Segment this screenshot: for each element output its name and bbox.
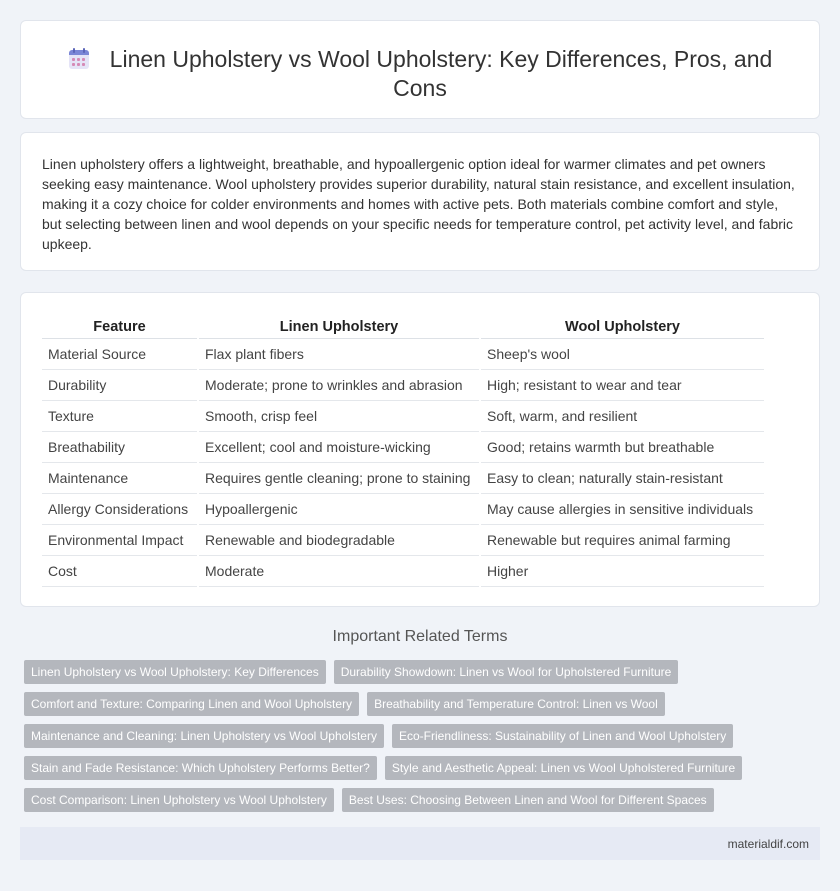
related-term-link[interactable]: Style and Aesthetic Appeal: Linen vs Wool Upholstered Furniture [385, 756, 742, 780]
related-term-link[interactable]: Stain and Fade Resistance: Which Upholstery Performs Better? [24, 756, 377, 780]
table-row [42, 431, 764, 462]
linen-cell: Moderate; prone to wrinkles and abrasion [198, 369, 480, 400]
intro-paragraph: Linen upholstery offers a lightweight, breathable, and hypoallergenic option ideal for warmer climates and pet owners seeking easy maintenance. Wool upholstery provides superior durability, natural stain resistance, and excellent insulation, making it a cozy choice for colder environments and homes with active pets. Both materials combine comfort and style, but selecting between linen and wool depends on your specific needs for temperature control, pet activity level, and fabric upkeep. [42, 156, 795, 252]
wool-cell: Higher [480, 555, 764, 586]
tag-row [24, 756, 824, 788]
linen-cell: Renewable and biodegradable [198, 524, 480, 555]
wool-cell: May cause allergies in sensitive individuals [480, 493, 764, 524]
wool-cell: Easy to clean; naturally stain-resistant [480, 462, 764, 493]
header-card [20, 20, 820, 119]
linen-cell: Smooth, crisp feel [198, 400, 480, 431]
wool-cell: Soft, warm, and resilient [480, 400, 764, 431]
feature-cell: Breathability [42, 431, 198, 462]
comparison-table [42, 314, 764, 587]
wool-cell: High; resistant to wear and tear [480, 369, 764, 400]
feature-cell: Cost [42, 555, 198, 586]
table-row [42, 493, 764, 524]
related-term-link[interactable]: Comfort and Texture: Comparing Linen and Wool Upholstery [24, 692, 359, 716]
column-header-feature: Feature [42, 314, 198, 338]
table-row [42, 338, 764, 369]
feature-cell: Maintenance [42, 462, 198, 493]
column-header-wool: Wool Upholstery [480, 314, 764, 338]
related-term-link[interactable]: Durability Showdown: Linen vs Wool for Upholstered Furniture [334, 660, 679, 684]
linen-cell: Requires gentle cleaning; prone to staining [198, 462, 480, 493]
wool-cell: Renewable but requires animal farming [480, 524, 764, 555]
tag-row [24, 724, 824, 756]
linen-cell: Excellent; cool and moisture-wicking [198, 431, 480, 462]
tag-row [24, 692, 824, 724]
comparison-card [20, 292, 820, 607]
tag-row [24, 660, 824, 692]
linen-cell: Hypoallergenic [198, 493, 480, 524]
wool-cell: Sheep's wool [480, 338, 764, 369]
intro-card [20, 132, 820, 271]
page-title [61, 45, 779, 103]
related-term-link[interactable]: Linen Upholstery vs Wool Upholstery: Key Differences [24, 660, 326, 684]
table-row [42, 369, 764, 400]
feature-cell: Texture [42, 400, 198, 431]
site-name: materialdif.com [727, 837, 809, 851]
table-row [42, 555, 764, 586]
tag-row [24, 788, 824, 820]
related-terms-heading: Important Related Terms [332, 628, 508, 645]
related-term-link[interactable]: Best Uses: Choosing Between Linen and Wool for Different Spaces [342, 788, 714, 812]
table-header-row [42, 314, 764, 338]
footer [20, 827, 820, 860]
table-row [42, 524, 764, 555]
linen-cell: Flax plant fibers [198, 338, 480, 369]
column-header-linen: Linen Upholstery [198, 314, 480, 338]
table-row [42, 400, 764, 431]
calendar-icon [68, 48, 90, 70]
feature-cell: Allergy Considerations [42, 493, 198, 524]
related-term-link[interactable]: Breathability and Temperature Control: Linen vs Wool [367, 692, 665, 716]
feature-cell: Durability [42, 369, 198, 400]
related-term-link[interactable]: Maintenance and Cleaning: Linen Upholstery vs Wool Upholstery [24, 724, 384, 748]
wool-cell: Good; retains warmth but breathable [480, 431, 764, 462]
related-terms-list [24, 660, 824, 820]
table-row [42, 462, 764, 493]
related-term-link[interactable]: Eco-Friendliness: Sustainability of Linen and Wool Upholstery [392, 724, 733, 748]
related-term-link[interactable]: Cost Comparison: Linen Upholstery vs Wool Upholstery [24, 788, 334, 812]
feature-cell: Environmental Impact [42, 524, 198, 555]
linen-cell: Moderate [198, 555, 480, 586]
feature-cell: Material Source [42, 338, 198, 369]
page-title-text: Linen Upholstery vs Wool Upholstery: Key Differences, Pros, and Cons [109, 46, 773, 101]
